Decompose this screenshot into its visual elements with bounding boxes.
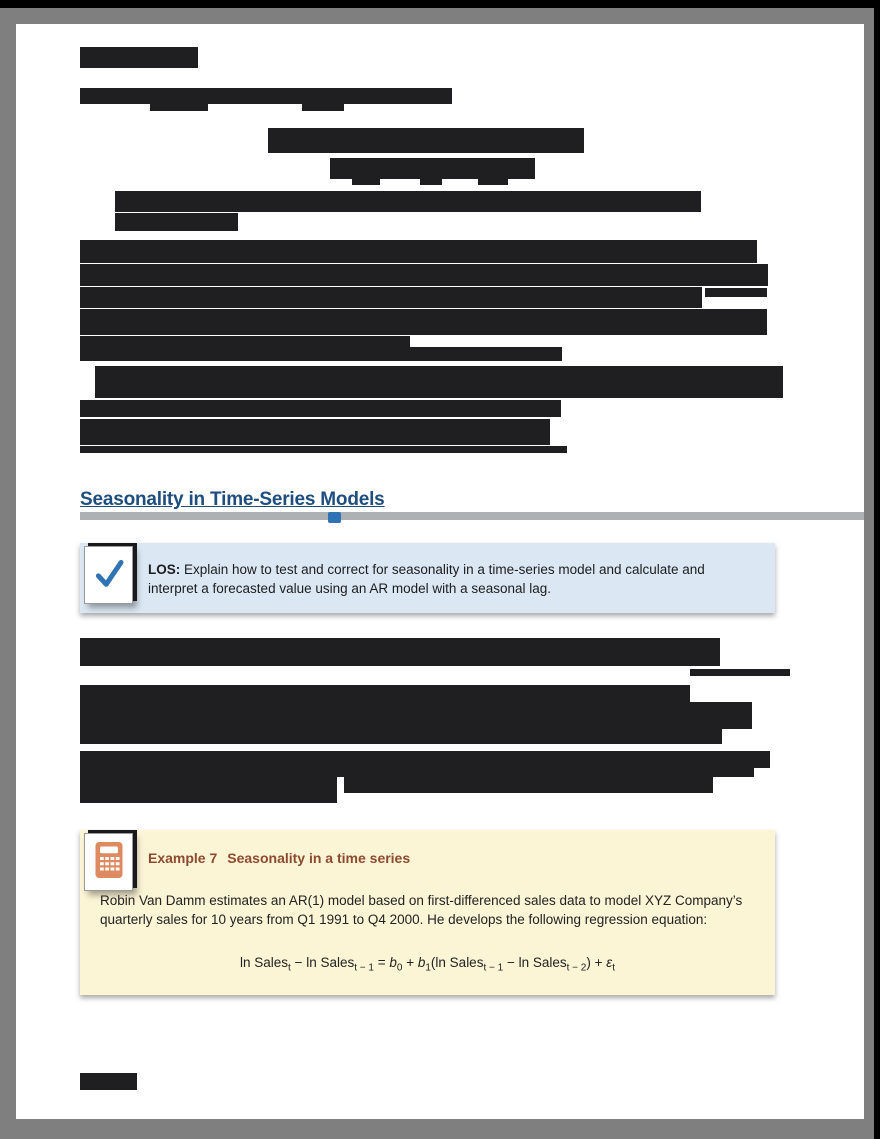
redacted-equation-bar bbox=[330, 158, 535, 179]
redacted-text-bar bbox=[95, 366, 783, 398]
equation-operator: + bbox=[402, 955, 418, 970]
los-statement bbox=[148, 560, 748, 598]
redacted-text-bar bbox=[478, 179, 508, 185]
los-callout bbox=[80, 543, 775, 613]
redacted-text-bar bbox=[80, 419, 550, 445]
section-divider-rule bbox=[80, 512, 864, 520]
equation-operator: ) + bbox=[586, 955, 607, 970]
example-icon-box bbox=[84, 833, 133, 891]
redacted-text-bar bbox=[80, 287, 702, 308]
redacted-text-bar bbox=[302, 104, 344, 111]
redacted-text-bar bbox=[80, 446, 567, 453]
redacted-text-bar bbox=[690, 669, 790, 676]
example-callout bbox=[80, 830, 775, 995]
redacted-text-bar bbox=[80, 777, 337, 803]
equation-coefficient: b bbox=[417, 955, 426, 970]
equation-subscript: 0 bbox=[396, 962, 403, 974]
regression-equation bbox=[80, 955, 775, 974]
anchor-icon bbox=[328, 512, 341, 523]
redacted-text-bar bbox=[705, 288, 767, 297]
equation-subscript: t − 1 bbox=[483, 962, 504, 974]
los-icon-box bbox=[84, 546, 133, 604]
equation-operator: = bbox=[373, 955, 390, 970]
redacted-text-bar bbox=[80, 751, 770, 768]
equation-term: − ln Sales bbox=[503, 955, 567, 970]
equation-subscript: t − 2 bbox=[566, 962, 587, 974]
page-number-bar bbox=[80, 1073, 137, 1090]
redacted-text-bar bbox=[80, 729, 722, 744]
redacted-text-bar bbox=[80, 88, 452, 104]
equation-error-term: ε bbox=[606, 955, 613, 970]
equation-coefficient: b bbox=[389, 955, 397, 970]
equation-subscript: t bbox=[288, 962, 291, 974]
los-text: Explain how to test and correct for seasonality in a time-series model and calculate and interpret a forecasted value using an AR model with a seasonal lag. bbox=[148, 562, 705, 596]
calculator-icon bbox=[94, 841, 124, 884]
redacted-text-bar bbox=[80, 264, 768, 286]
example-label: Example 7 bbox=[148, 850, 218, 866]
redacted-text-bar bbox=[80, 47, 198, 68]
redacted-text-bar bbox=[115, 213, 238, 231]
redacted-text-bar bbox=[150, 104, 208, 111]
redacted-text-bar bbox=[310, 347, 562, 361]
los-label: LOS: bbox=[148, 562, 181, 577]
redacted-text-bar bbox=[80, 309, 767, 335]
redacted-text-bar bbox=[80, 638, 720, 666]
equation-term: − ln Sales bbox=[290, 955, 355, 970]
example-title-text: Seasonality in a time series bbox=[227, 850, 411, 866]
equation-subscript: t bbox=[612, 962, 615, 974]
redacted-text-bar bbox=[80, 702, 752, 729]
redacted-text-bar bbox=[80, 240, 757, 263]
example-title bbox=[148, 850, 410, 866]
redacted-text-bar bbox=[80, 768, 754, 777]
equation-term: ln Sales bbox=[240, 955, 289, 970]
redacted-equation-bar bbox=[268, 128, 584, 153]
equation-subscript: t − 1 bbox=[354, 962, 374, 974]
redacted-text-bar bbox=[352, 179, 380, 185]
example-body: Robin Van Damm estimates an AR(1) model based on first-differenced sales data to model XYZ Company’s quarterly sales for 10 years from Q1 1991 to Q4 2000. He develops the following regression equation: bbox=[100, 893, 743, 927]
equation-subscript: 1 bbox=[425, 962, 431, 974]
equation-term: (ln Sales bbox=[430, 955, 484, 970]
check-icon bbox=[92, 556, 126, 595]
redacted-text-bar bbox=[80, 685, 690, 702]
redacted-text-bar bbox=[344, 777, 713, 793]
section-heading: Seasonality in Time-Series Models bbox=[80, 489, 385, 510]
redacted-text-bar bbox=[80, 400, 561, 417]
redacted-text-bar bbox=[115, 191, 701, 212]
redacted-text-bar bbox=[420, 179, 442, 185]
